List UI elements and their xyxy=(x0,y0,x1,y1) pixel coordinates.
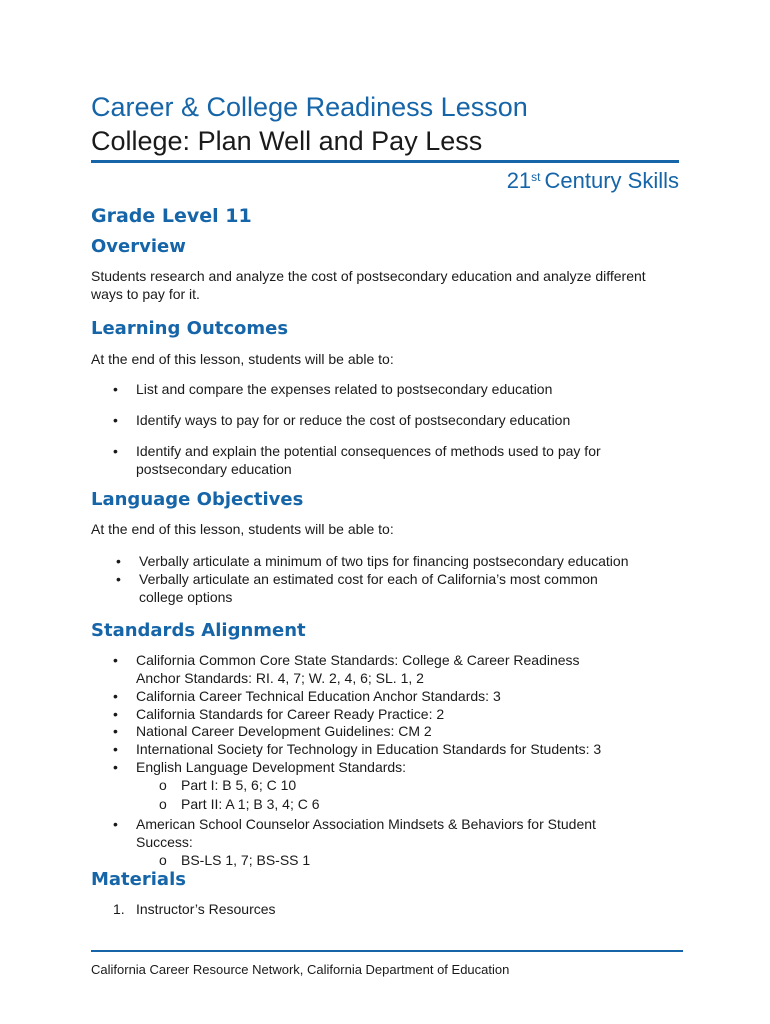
list-item: 1. Instructor’s Resources xyxy=(113,901,276,917)
bullet-icon: • xyxy=(113,688,118,704)
bullet-icon: • xyxy=(113,443,118,459)
bullet-icon: • xyxy=(113,706,118,722)
lesson-series-title: Career & College Readiness Lesson xyxy=(91,92,528,122)
list-item: • Verbally articulate an estimated cost for each of California’s most common college options xyxy=(116,571,598,605)
list-item: • California Career Technical Education Anchor Standards: 3 xyxy=(113,688,501,704)
sub-bullet-icon: o xyxy=(159,796,167,812)
bullet-icon: • xyxy=(113,741,118,757)
list-item: • List and compare the expenses related to postsecondary education xyxy=(113,381,553,397)
bullet-icon: • xyxy=(113,816,118,832)
header-rule xyxy=(91,160,679,163)
overview-heading: Overview xyxy=(91,236,186,257)
list-item: • International Society for Technology in Education Standards for Students: 3 xyxy=(113,741,602,757)
list-item: • American School Counselor Association Mindsets & Behaviors for Student Success: xyxy=(113,816,596,850)
learning-outcomes-intro: At the end of this lesson, students will be able to: xyxy=(91,351,394,367)
bullet-icon: • xyxy=(113,723,118,739)
overview-text: Students research and analyze the cost of postsecondary education and analyze different ways to pay for it. xyxy=(91,268,646,302)
list-item: • National Career Development Guidelines: CM 2 xyxy=(113,723,432,739)
language-objectives-heading: Language Objectives xyxy=(91,489,304,510)
grade-level: Grade Level 11 xyxy=(91,205,252,227)
language-objectives-intro: At the end of this lesson, students will be able to: xyxy=(91,521,394,537)
sub-list-item: o BS-LS 1, 7; BS-SS 1 xyxy=(159,852,311,868)
list-item: • California Standards for Career Ready Practice: 2 xyxy=(113,706,445,722)
list-item: • California Common Core State Standards: College & Career Readiness Anchor Standards: RI. 4, 7; W. 2, 4, 6; SL. 1, 2 xyxy=(113,652,580,686)
bullet-icon: • xyxy=(116,571,121,587)
materials-heading: Materials xyxy=(91,869,186,890)
standards-heading: Standards Alignment xyxy=(91,620,306,641)
list-number: 1. xyxy=(113,901,125,917)
footer-rule xyxy=(91,950,683,952)
bullet-icon: • xyxy=(116,553,121,569)
learning-outcomes-heading: Learning Outcomes xyxy=(91,318,289,339)
skills-suffix: st xyxy=(531,170,541,184)
bullet-icon: • xyxy=(113,381,118,397)
list-item: • Identify ways to pay for or reduce the cost of postsecondary education xyxy=(113,412,571,428)
footer-text: California Career Resource Network, California Department of Education xyxy=(91,962,510,977)
sub-list-item: o Part II: A 1; B 3, 4; C 6 xyxy=(159,796,320,812)
sub-list-item: o Part I: B 5, 6; C 10 xyxy=(159,777,297,793)
list-item: • English Language Development Standards: xyxy=(113,759,407,775)
bullet-icon: • xyxy=(113,652,118,668)
lesson-title: College: Plan Well and Pay Less xyxy=(91,126,483,156)
skills-tag xyxy=(507,168,679,194)
bullet-icon: • xyxy=(113,412,118,428)
list-item: • Identify and explain the potential consequences of methods used to pay for postsecondary education xyxy=(113,443,601,477)
bullet-icon: • xyxy=(113,759,118,775)
sub-bullet-icon: o xyxy=(159,852,167,868)
skills-number: 21 xyxy=(506,168,532,193)
skills-text: Century Skills xyxy=(544,168,679,193)
sub-bullet-icon: o xyxy=(159,777,167,793)
list-item: • Verbally articulate a minimum of two tips for financing postsecondary education xyxy=(116,553,629,569)
